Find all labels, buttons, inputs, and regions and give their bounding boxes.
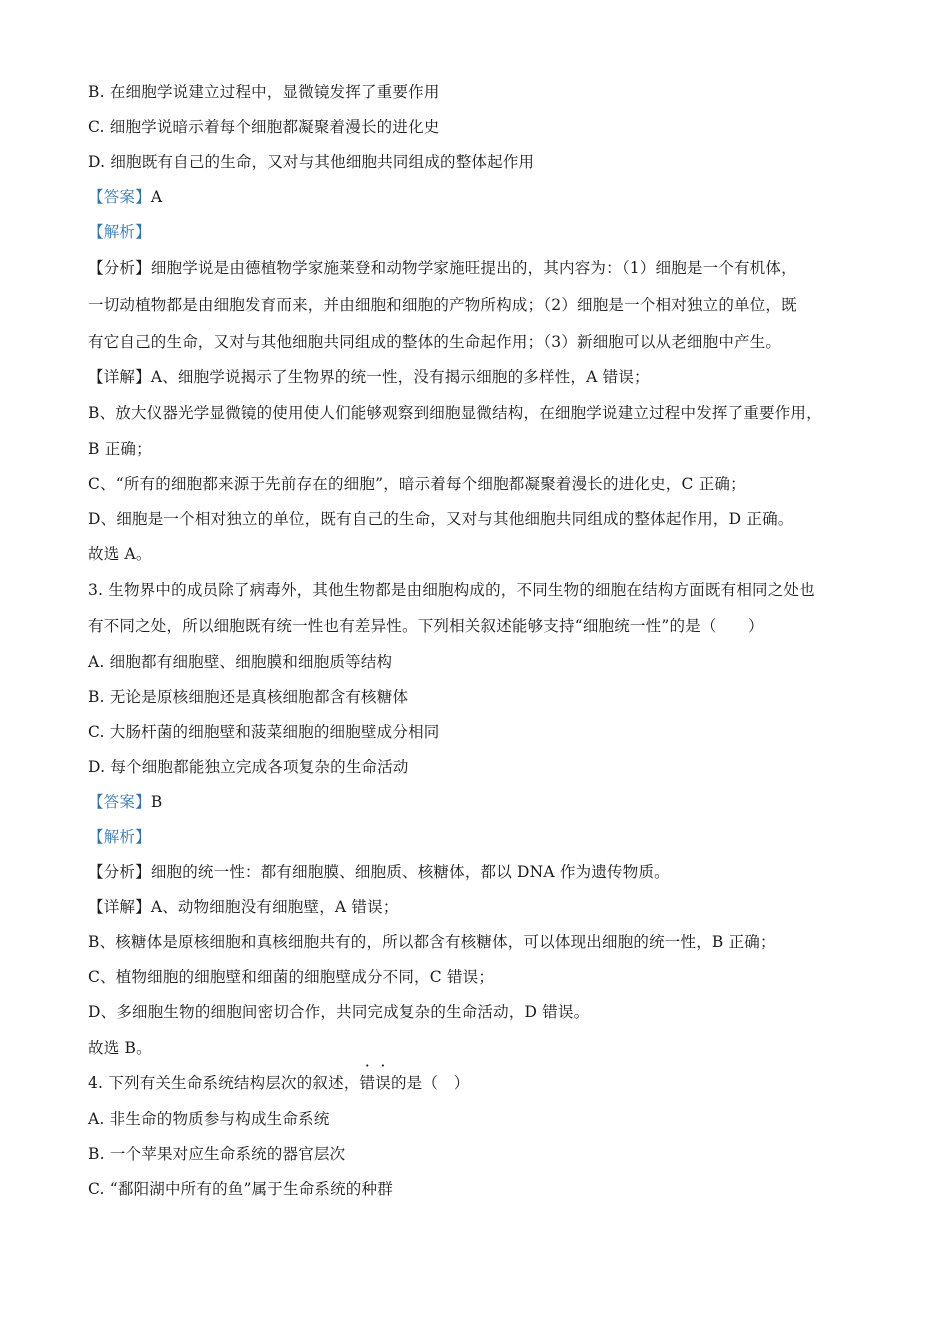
answer-tag: 【答案】 — [88, 188, 151, 206]
q4-option-a: A. 非生命的物质参与构成生命系统 — [88, 1110, 330, 1128]
fenxi-tag: 【分析】 — [88, 863, 151, 881]
q3-detail-d: D、多细胞生物的细胞间密切合作，共同完成复杂的生命活动，D 错误。 — [88, 1003, 590, 1021]
q3-conclusion: 故选 B。 — [88, 1039, 152, 1057]
q2-answer — [88, 186, 868, 208]
answer-value: A — [150, 188, 163, 206]
q4-stem-prefix: 4. 下列有关生命系统结构层次的叙述， — [88, 1074, 360, 1092]
q4-stem — [88, 1072, 868, 1094]
q4-option-b: B. 一个苹果对应生命系统的器官层次 — [88, 1145, 346, 1163]
q3-option-c: C. 大肠杆菌的细胞壁和菠菜细胞的细胞壁成分相同 — [88, 723, 440, 741]
detail-tag: 【详解】 — [88, 898, 151, 916]
analysis-tag: 【解析】 — [88, 828, 151, 846]
q2-detail-c: C、“所有的细胞都来源于先前存在的细胞”，暗示着每个细胞都凝聚着漫长的进化史，C 正确； — [88, 475, 746, 493]
q3-fenxi — [88, 861, 868, 883]
fenxi-tag: 【分析】 — [88, 259, 151, 277]
fenxi-text: 细胞的统一性：都有细胞膜、细胞质、核糖体，都以 DNA 作为遗传物质。 — [150, 863, 670, 881]
answer-tag: 【答案】 — [88, 793, 151, 811]
answer-value: B — [150, 793, 163, 811]
q3-detail-c: C、植物细胞的细胞壁和细菌的细胞壁成分不同，C 错误； — [88, 968, 495, 986]
detail-text: A、细胞学说揭示了生物界的统一性，没有揭示细胞的多样性，A 错误； — [150, 368, 650, 386]
q4-option-c: C. “鄱阳湖中所有的鱼”属于生命系统的种群 — [88, 1180, 393, 1198]
q2-option-b: B. 在细胞学说建立过程中，显微镜发挥了重要作用 — [88, 83, 440, 101]
q2-detail-d: D、细胞是一个相对独立的单位，既有自己的生命，又对与其他细胞共同组成的整体起作用，D 正确。 — [88, 510, 794, 528]
q4-stem-suffix: 的是（ ） — [390, 1074, 470, 1092]
emphasis-char-1: 错 — [359, 1074, 376, 1092]
q2-option-c: C. 细胞学说暗示着每个细胞都凝聚着漫长的进化史 — [88, 118, 440, 136]
analysis-tag: 【解析】 — [88, 223, 151, 241]
detail-text: A、动物细胞没有细胞壁，A 错误； — [150, 898, 399, 916]
q3-option-d: D. 每个细胞都能独立完成各项复杂的生命活动 — [88, 758, 409, 776]
q2-analysis-heading — [88, 221, 868, 243]
q2-option-d: D. 细胞既有自己的生命，又对与其他细胞共同组成的整体起作用 — [88, 153, 535, 171]
fenxi-text: 细胞学说是由德植物学家施莱登和动物学家施旺提出的，其内容为：（1）细胞是一个有机体， — [150, 259, 797, 277]
q2-fenxi-line-3: 有它自己的生命，又对与其他细胞共同组成的整体的生命起作用；（3）新细胞可以从老细胞中产生。 — [88, 333, 782, 351]
q3-stem-line-2: 有不同之处，所以细胞既有统一性也有差异性。下列相关叙述能够支持“细胞统一性”的是（ ） — [88, 617, 764, 635]
q3-stem-line-1: 3. 生物界中的成员除了病毒外，其他生物都是由细胞构成的，不同生物的细胞在结构方面既有相同之处也 — [88, 581, 815, 599]
q2-detail-a — [88, 366, 868, 388]
q3-detail-a — [88, 896, 868, 918]
q2-fenxi-line-1 — [88, 257, 868, 279]
q2-conclusion: 故选 A。 — [88, 545, 152, 563]
q3-detail-b: B、核糖体是原核细胞和真核细胞共有的，所以都含有核糖体，可以体现出细胞的统一性，B 正确； — [88, 933, 776, 951]
q3-option-a: A. 细胞都有细胞壁、细胞膜和细胞质等结构 — [88, 653, 393, 671]
q3-answer — [88, 791, 868, 813]
q3-option-b: B. 无论是原核细胞还是真核细胞都含有核糖体 — [88, 688, 409, 706]
q3-analysis-heading — [88, 826, 868, 848]
q2-detail-b-line-2: B 正确； — [88, 440, 152, 458]
emphasis-char-2: 误 — [375, 1074, 391, 1092]
q2-detail-b-line-1: B、放大仪器光学显微镜的使用使人们能够观察到细胞显微结构，在细胞学说建立过程中发挥了重要作用， — [88, 404, 822, 422]
q2-fenxi-line-2: 一切动植物都是由细胞发育而来，并由细胞和细胞的产物所构成；（2）细胞是一个相对独立的单位，既 — [88, 296, 797, 314]
detail-tag: 【详解】 — [88, 368, 151, 386]
